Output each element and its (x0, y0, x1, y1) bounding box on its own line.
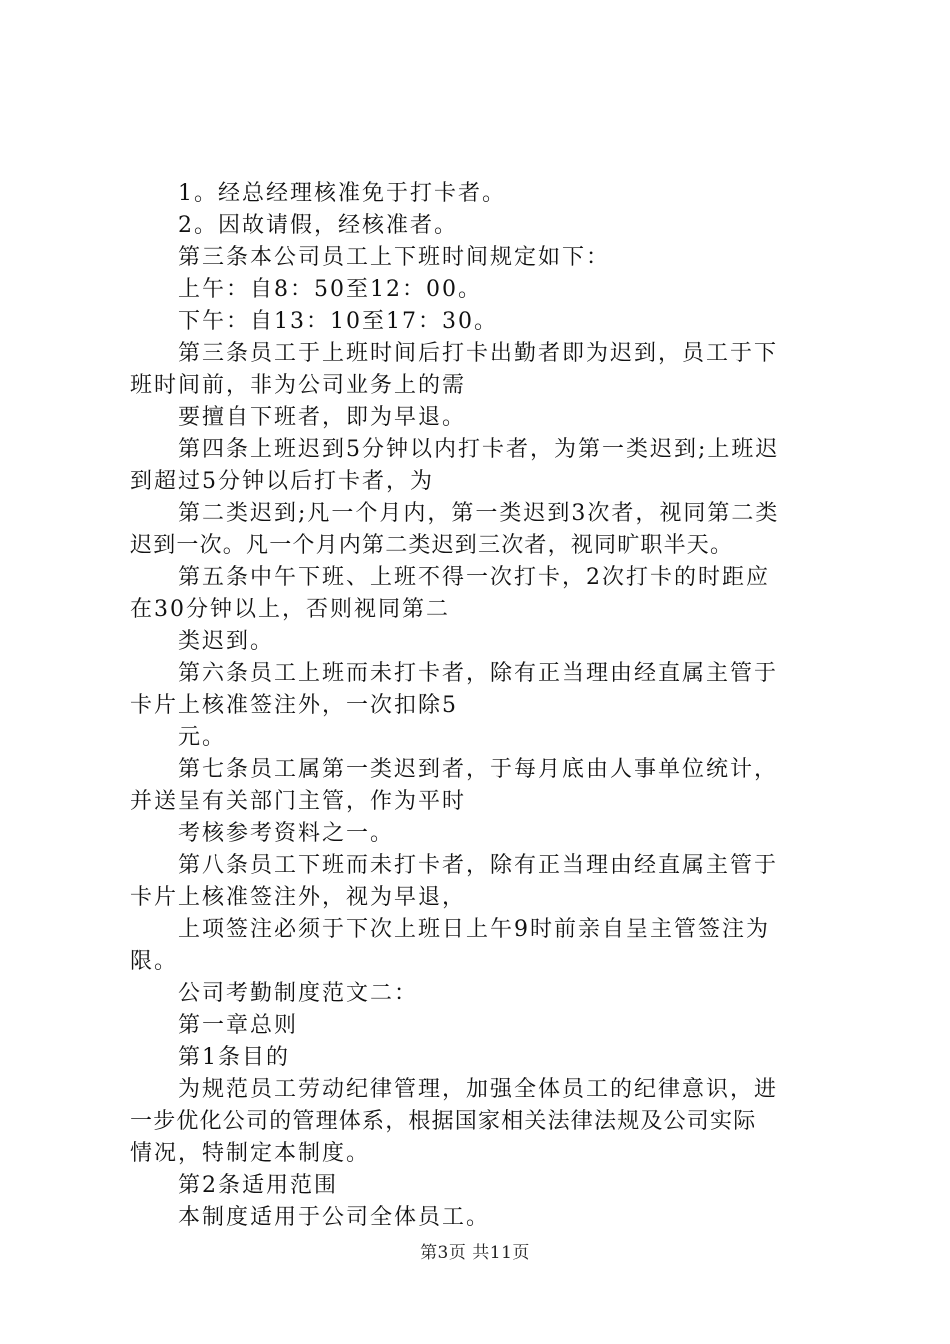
text-line: 第六条员工上班而未打卡者，除有正当理由经直属主管于 (178, 661, 779, 686)
text-line: 第2条适用范围 (178, 1173, 338, 1198)
text-line: 限。 (130, 949, 179, 974)
text-line: 第二类迟到;凡一个月内，第一类迟到3次者，视同第二类 (178, 501, 780, 526)
text-line: 一步优化公司的管理体系，根据国家相关法律法规及公司实际 (130, 1109, 757, 1134)
text-line: 第五条中午下班、上班不得一次打卡，2次打卡的时距应 (178, 565, 770, 590)
text-line: 迟到一次。凡一个月内第二类迟到三次者，视同旷职半天。 (130, 533, 734, 558)
text-line: 并送呈有关部门主管，作为平时 (130, 789, 467, 814)
text-line: 要擅自下班者，即为早退。 (178, 405, 467, 430)
text-line: 第1条目的 (178, 1045, 290, 1070)
text-line: 第七条员工属第一类迟到者，于每月底由人事单位统计， (178, 757, 779, 782)
text-line: 类迟到。 (178, 629, 275, 654)
text-line: 第八条员工下班而未打卡者，除有正当理由经直属主管于 (178, 853, 779, 878)
text-line: 元。 (178, 725, 227, 750)
text-line: 第三条本公司员工上下班时间规定如下： (178, 245, 611, 270)
text-line: 2。因故请假，经核准者。 (178, 213, 458, 238)
text-line: 公司考勤制度范文二： (178, 981, 419, 1006)
text-line: 第三条员工于上班时间后打卡出勤者即为迟到，员工于下 (178, 341, 779, 366)
text-line: 情况，特制定本制度。 (130, 1141, 371, 1166)
text-line: 考核参考资料之一。 (178, 821, 395, 846)
text-line: 到超过5分钟以后打卡者，为 (130, 469, 434, 494)
text-line: 下午：自13：10至17：30。 (178, 309, 498, 334)
text-line: 班时间前，非为公司业务上的需 (130, 373, 467, 398)
text-line: 上项签注必须于下次上班日上午9时前亲自呈主管签注为 (178, 917, 770, 942)
text-line: 上午：自8：50至12：00。 (178, 277, 482, 302)
text-line: 第一章总则 (178, 1013, 299, 1038)
text-line: 本制度适用于公司全体员工。 (178, 1205, 491, 1230)
text-line: 卡片上核准签注外，视为早退， (130, 885, 467, 910)
text-line: 为规范员工劳动纪律管理，加强全体员工的纪律意识，进 (178, 1077, 779, 1102)
text-line: 1。经总经理核准免于打卡者。 (178, 181, 506, 206)
text-line: 第四条上班迟到5分钟以内打卡者，为第一类迟到;上班迟 (178, 437, 780, 462)
text-line: 卡片上核准签注外，一次扣除5 (130, 693, 458, 718)
page-footer: 第3页 共11页 (420, 1243, 530, 1263)
text-line: 在30分钟以上，否则视同第二 (130, 597, 450, 622)
